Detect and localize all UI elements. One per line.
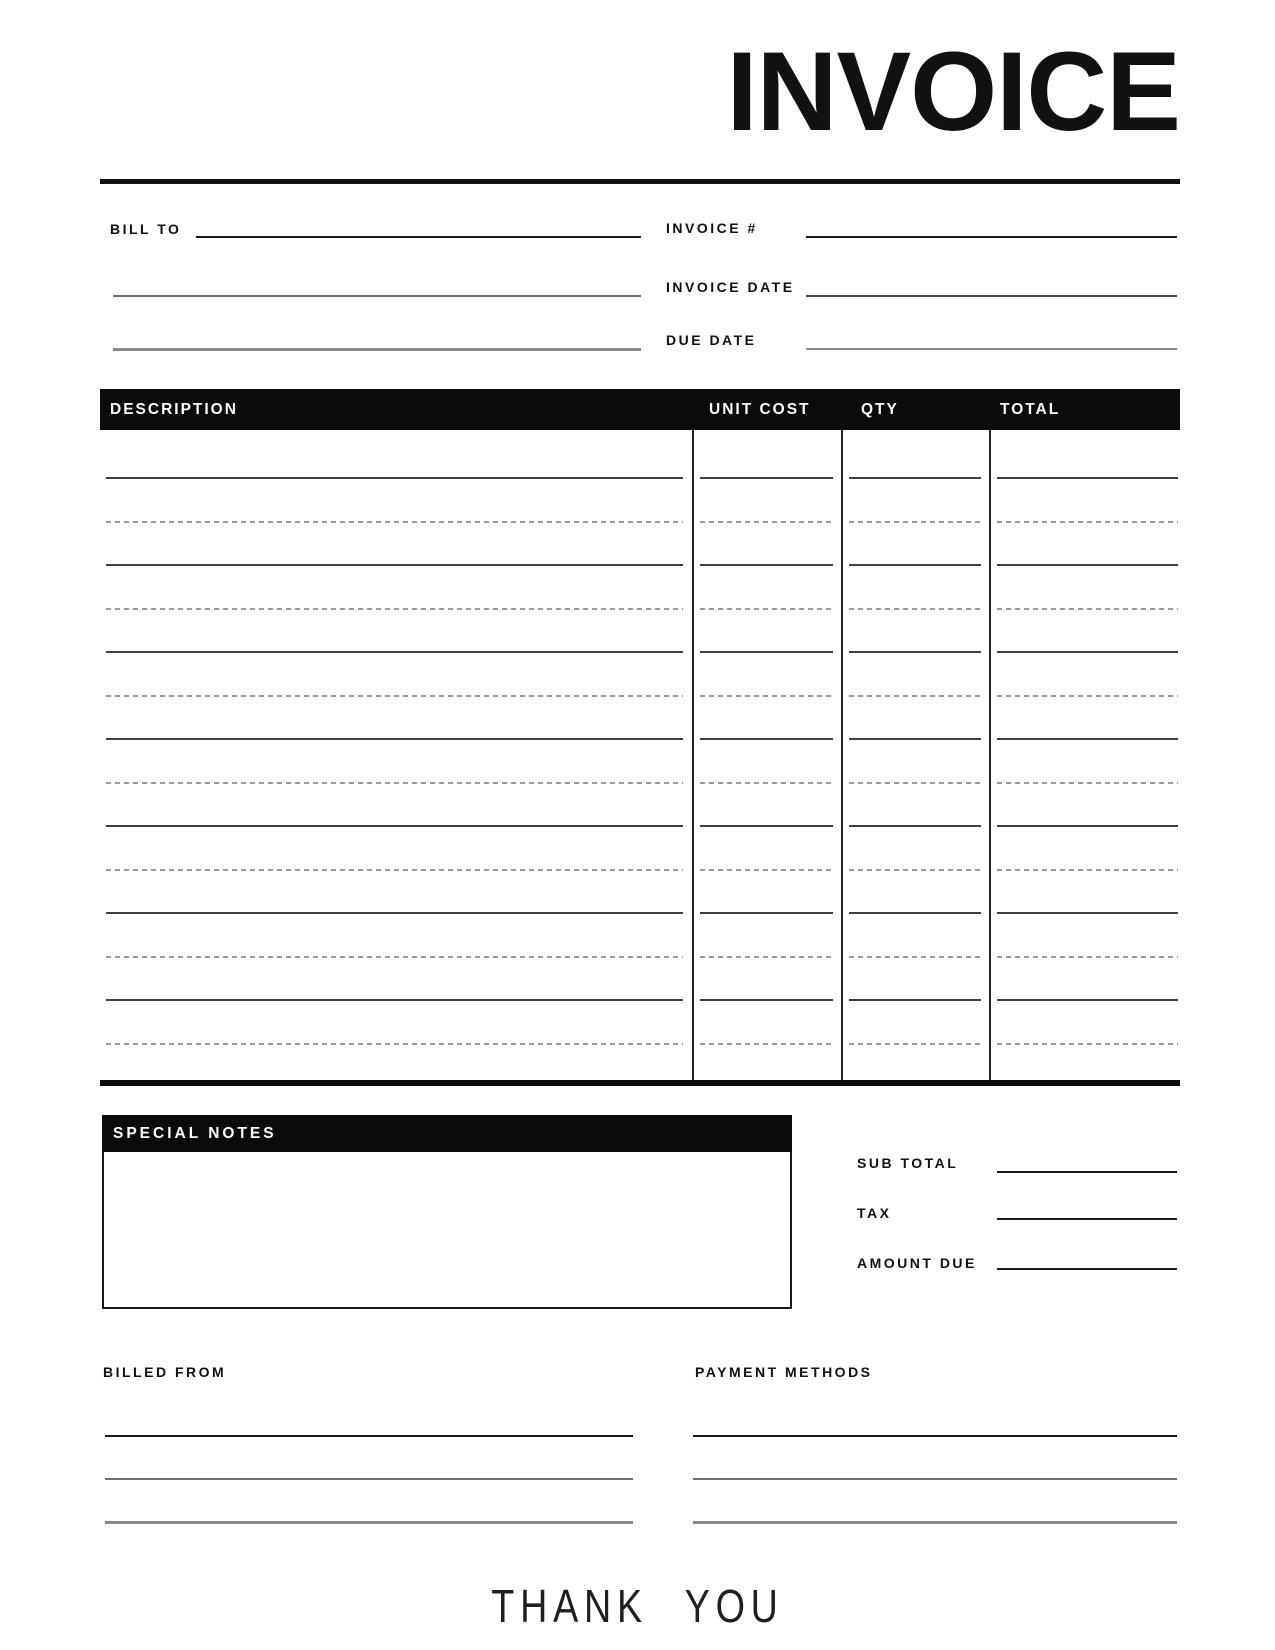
item-row-1-cell-line-1[interactable]: [106, 477, 683, 479]
item-row-10-cell-line-1[interactable]: [106, 869, 683, 871]
invoice-number-input-line[interactable]: [806, 236, 1177, 238]
item-row-6-cell-line-4[interactable]: [997, 695, 1178, 697]
invoice-number-label: INVOICE #: [666, 220, 758, 236]
item-row-11-cell-line-4[interactable]: [997, 912, 1178, 914]
item-row-14-cell-line-3[interactable]: [849, 1043, 981, 1045]
tax-input-line[interactable]: [997, 1218, 1177, 1220]
invoice-date-input-line[interactable]: [806, 295, 1177, 297]
item-row-2-cell-line-1[interactable]: [106, 521, 683, 523]
item-row-1-cell-line-3[interactable]: [849, 477, 981, 479]
items-table-header: [100, 389, 1180, 430]
item-row-13-cell-line-2[interactable]: [700, 999, 833, 1001]
item-row-10-cell-line-3[interactable]: [849, 869, 981, 871]
item-row-12-cell-line-3[interactable]: [849, 956, 981, 958]
item-row-8-cell-line-2[interactable]: [700, 782, 833, 784]
item-row-3-cell-line-3[interactable]: [849, 564, 981, 566]
item-row-13-cell-line-1[interactable]: [106, 999, 683, 1001]
item-row-8-cell-line-1[interactable]: [106, 782, 683, 784]
bill-to-input-line-2[interactable]: [113, 295, 641, 297]
payment-methods-label: PAYMENT METHODS: [695, 1364, 873, 1380]
item-row-11-cell-line-3[interactable]: [849, 912, 981, 914]
payment-methods-input-line-1[interactable]: [693, 1435, 1177, 1437]
table-bottom-border: [100, 1080, 1180, 1086]
item-row-5-cell-line-2[interactable]: [700, 651, 833, 653]
special-notes-area[interactable]: [102, 1152, 792, 1309]
item-row-2-cell-line-2[interactable]: [700, 521, 833, 523]
item-row-9-cell-line-2[interactable]: [700, 825, 833, 827]
billed-from-input-line-3[interactable]: [105, 1521, 633, 1524]
bill-to-input-line-3[interactable]: [113, 348, 641, 351]
tax-label: TAX: [857, 1205, 892, 1221]
item-row-5-cell-line-1[interactable]: [106, 651, 683, 653]
column-header-unit-cost: UNIT COST: [709, 401, 811, 418]
item-row-3-cell-line-2[interactable]: [700, 564, 833, 566]
item-row-8-cell-line-4[interactable]: [997, 782, 1178, 784]
column-header-total: TOTAL: [1000, 401, 1061, 418]
item-row-9-cell-line-1[interactable]: [106, 825, 683, 827]
item-row-9-cell-line-4[interactable]: [997, 825, 1178, 827]
item-row-2-cell-line-3[interactable]: [849, 521, 981, 523]
billed-from-label: BILLED FROM: [103, 1364, 227, 1380]
billed-from-input-line-1[interactable]: [105, 1435, 633, 1437]
item-row-13-cell-line-4[interactable]: [997, 999, 1178, 1001]
item-row-6-cell-line-1[interactable]: [106, 695, 683, 697]
column-divider-1: [692, 430, 694, 1083]
column-divider-2: [841, 430, 843, 1083]
billed-from-input-line-2[interactable]: [105, 1478, 633, 1480]
item-row-7-cell-line-1[interactable]: [106, 738, 683, 740]
due-date-label: DUE DATE: [666, 332, 757, 348]
sub-total-input-line[interactable]: [997, 1171, 1177, 1173]
item-row-1-cell-line-4[interactable]: [997, 477, 1178, 479]
item-row-14-cell-line-1[interactable]: [106, 1043, 683, 1045]
item-row-1-cell-line-2[interactable]: [700, 477, 833, 479]
items-table-body: [100, 430, 1180, 1083]
invoice-date-label: INVOICE DATE: [666, 279, 795, 295]
column-divider-3: [989, 430, 991, 1083]
item-row-13-cell-line-3[interactable]: [849, 999, 981, 1001]
special-notes-label: SPECIAL NOTES: [113, 1125, 277, 1142]
item-row-3-cell-line-1[interactable]: [106, 564, 683, 566]
item-row-9-cell-line-3[interactable]: [849, 825, 981, 827]
item-row-6-cell-line-3[interactable]: [849, 695, 981, 697]
item-row-12-cell-line-2[interactable]: [700, 956, 833, 958]
item-row-12-cell-line-4[interactable]: [997, 956, 1178, 958]
item-row-14-cell-line-2[interactable]: [700, 1043, 833, 1045]
item-row-5-cell-line-4[interactable]: [997, 651, 1178, 653]
item-row-6-cell-line-2[interactable]: [700, 695, 833, 697]
payment-methods-input-line-3[interactable]: [693, 1521, 1177, 1524]
special-notes-header: [102, 1115, 792, 1152]
item-row-7-cell-line-3[interactable]: [849, 738, 981, 740]
item-row-7-cell-line-2[interactable]: [700, 738, 833, 740]
item-row-3-cell-line-4[interactable]: [997, 564, 1178, 566]
item-row-4-cell-line-1[interactable]: [106, 608, 683, 610]
item-row-2-cell-line-4[interactable]: [997, 521, 1178, 523]
item-row-10-cell-line-4[interactable]: [997, 869, 1178, 871]
thank-you-message: THANK YOU: [491, 1580, 784, 1632]
column-header-description: DESCRIPTION: [110, 401, 238, 418]
item-row-14-cell-line-4[interactable]: [997, 1043, 1178, 1045]
header-divider: [100, 179, 1180, 184]
item-row-11-cell-line-2[interactable]: [700, 912, 833, 914]
bill-to-input-line-1[interactable]: [196, 236, 641, 238]
sub-total-label: SUB TOTAL: [857, 1155, 959, 1171]
item-row-11-cell-line-1[interactable]: [106, 912, 683, 914]
item-row-5-cell-line-3[interactable]: [849, 651, 981, 653]
payment-methods-input-line-2[interactable]: [693, 1478, 1177, 1480]
page-title: INVOICE: [726, 29, 1180, 154]
amount-due-input-line[interactable]: [997, 1268, 1177, 1270]
bill-to-label: BILL TO: [110, 221, 182, 237]
item-row-10-cell-line-2[interactable]: [700, 869, 833, 871]
column-header-qty: QTY: [861, 401, 899, 418]
item-row-8-cell-line-3[interactable]: [849, 782, 981, 784]
item-row-4-cell-line-4[interactable]: [997, 608, 1178, 610]
amount-due-label: AMOUNT DUE: [857, 1255, 977, 1271]
item-row-12-cell-line-1[interactable]: [106, 956, 683, 958]
due-date-input-line[interactable]: [806, 348, 1177, 350]
item-row-7-cell-line-4[interactable]: [997, 738, 1178, 740]
item-row-4-cell-line-3[interactable]: [849, 608, 981, 610]
item-row-4-cell-line-2[interactable]: [700, 608, 833, 610]
